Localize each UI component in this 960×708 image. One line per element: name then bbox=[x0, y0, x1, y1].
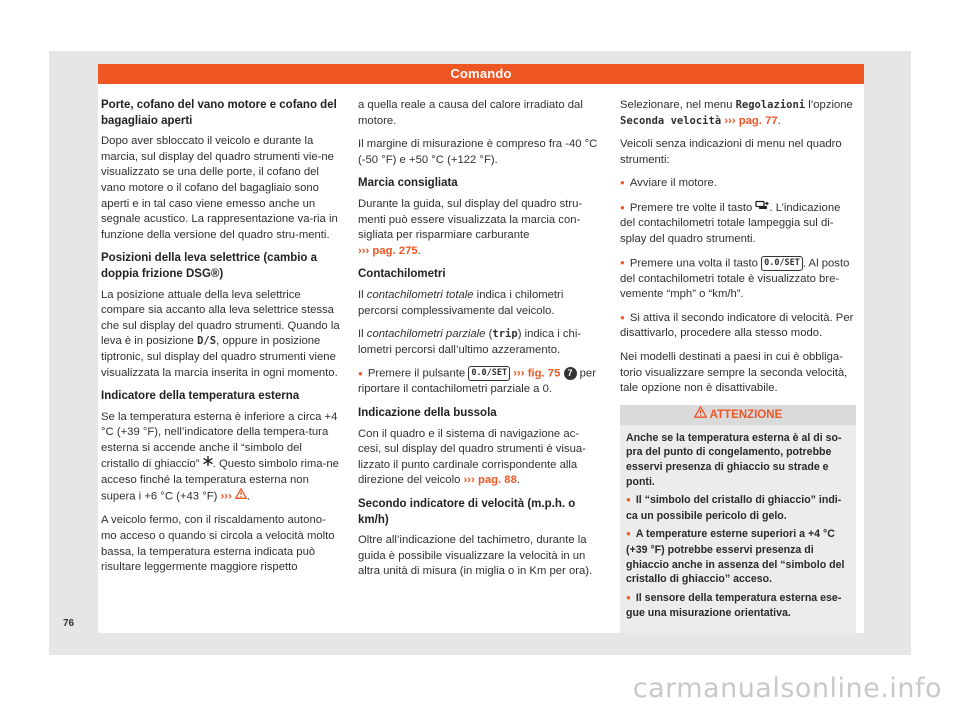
column-3 bbox=[620, 98, 856, 633]
warning-bullet-1: ● Il “simbolo del cristallo di ghiaccio” indi-ca un possibile pericolo di gelo. bbox=[626, 493, 850, 523]
heading-compass: Indicazione della bussola bbox=[358, 406, 497, 419]
warning-icon bbox=[694, 405, 707, 425]
trip-code: trip bbox=[492, 328, 518, 341]
column-1 bbox=[101, 98, 341, 584]
gear-page-ref[interactable]: ››› pag. 275 bbox=[358, 244, 418, 257]
heading-lever: Posizioni della leva selettrice (cambio a doppia frizione DSG®) bbox=[101, 252, 318, 280]
heading-doors: Porte, cofano del vano motore e cofano del bagagliaio aperti bbox=[101, 99, 337, 127]
warning-paragraph: Anche se la temperatura esterna è al di so-pra del punto di congelamento, potrebbe esservi presenza di ghiaccio su strade e ponti. bbox=[626, 431, 842, 488]
paragraph-stopped: A veicolo fermo, con il riscaldamento autono-mo acceso o quando si circola a velocità molto bassa, la temperatura esterna indicata può risultare leggermente maggiore rispetto bbox=[101, 514, 335, 574]
paragraph-trip: Il contachilometri parziale (trip) indica i chi-lometri percorsi dall’ultimo azzeramento. bbox=[358, 328, 582, 356]
paragraph-models: Nei modelli destinati a paesi in cui è obbliga-torio visualizzare sempre la seconda velocità, tale opzione non è disattivabile. bbox=[620, 350, 848, 395]
callout-number: 7 bbox=[564, 367, 577, 380]
page-number: 76 bbox=[63, 618, 75, 629]
bullet-start-engine: ● Avviare il motore. bbox=[620, 176, 856, 192]
warning-bullet-2: ● A temperature esterne superiori a +4 °C (+39 °F) potrebbe esservi presenza di ghiaccio anche in assenza del “simbolo del cristallo di ghiaccio” acceso. bbox=[626, 527, 850, 586]
heading-gear: Marcia consigliata bbox=[358, 177, 458, 190]
warning-title: ATTENZIONE bbox=[709, 408, 783, 421]
watermark: carmanualsonline.info bbox=[632, 673, 942, 704]
snowflake-icon bbox=[203, 456, 213, 472]
page-header bbox=[98, 64, 864, 84]
warning-box bbox=[620, 405, 856, 633]
fig-ref[interactable]: ››› fig. 75 bbox=[513, 367, 561, 380]
warning-body bbox=[620, 425, 856, 633]
bullet-reset-trip: ● Premere il pulsante 0.0/SET ››› fig. 75 7 per riportare il contachilometri parziale a 0. bbox=[358, 366, 602, 398]
paragraph-second-speed: Oltre all’indicazione del tachimetro, durante la guida è possibile visualizzare la velocità in un altra unità di misura (in miglia o in Km per ora). bbox=[358, 534, 593, 578]
menu-toggle-icon bbox=[755, 200, 769, 216]
header-title: Comando bbox=[450, 66, 512, 81]
warning-bullet-3: ● Il sensore della temperatura esterna ese-gue una misurazione orientativa. bbox=[626, 591, 850, 621]
reset-set-key: 0.0/SET bbox=[468, 366, 510, 381]
paragraph-odometer: Il contachilometri totale indica i chilometri percorsi complessivamente dal veicolo. bbox=[358, 288, 564, 317]
paragraph-temperature: Se la temperatura esterna è inferiore a circa +4 °C (+39 °F), nell’indicatore della tempera-tura esterna si accende anche il “simbolo del cristallo di ghiaccio” . Questo simbolo rima-ne acceso finché la temperatura esterna non supera i +6 °C (+43 °F) ››› . bbox=[101, 410, 341, 506]
heading-second-speed: Secondo indicatore di velocità (m.p.h. o km/h) bbox=[358, 497, 576, 526]
paragraph-range: Il margine di misurazione è compreso fra -40 °C (-50 °F) e +50 °C (+122 °F). bbox=[358, 138, 598, 166]
menu-code-settings: Regolazioni bbox=[735, 99, 806, 111]
bullet-second-indicator: ● Si attiva il secondo indicatore di velocità. Per disattivarlo, procedere alla stesso modo. bbox=[620, 311, 856, 342]
warning-triangle-icon bbox=[235, 488, 247, 505]
warning-header bbox=[620, 405, 856, 425]
paragraph-menu: Selezionare, nel menu Regolazioni l’opzione Seconda velocità ››› pag. 77. bbox=[620, 99, 853, 127]
heading-odometer: Contachilometri bbox=[358, 268, 446, 281]
menu-code-second-speed: Seconda velocità bbox=[620, 114, 722, 127]
compass-page-ref[interactable]: ››› pag. 88 bbox=[463, 474, 517, 487]
paragraph-compass: Con il quadro e il sistema di navigazione ac-cesi, sul display del quadro strumenti è visua-lizzato il punto cardinale corrispondente alla direzione del veicolo ››› pag. 88. bbox=[358, 427, 586, 487]
column-2 bbox=[358, 98, 602, 588]
set-key: 0.0/SET bbox=[761, 256, 803, 271]
temp-warning-ref[interactable]: ››› bbox=[220, 490, 232, 503]
paragraph-lever: La posizione attuale della leva selettrice compare sia accanto alla leva selettrice stessa che sul display del quadro strumenti. Quando la leva è in posizione D/S, oppure in posizione tiptronic, sul display del quadro strumenti viene visualizzata la marcia inserita in ogni momento. bbox=[101, 288, 340, 379]
gear-ds-label: D/S bbox=[197, 335, 217, 348]
paragraph-no-menu: Veicoli senza indicazioni di menu nel quadro strumenti: bbox=[620, 138, 842, 166]
heading-temperature: Indicatore della temperatura esterna bbox=[101, 390, 300, 403]
paragraph-doors: Dopo aver sbloccato il veicolo e durante la marcia, sul display del quadro strumenti vie-ne visualizzato se una delle porte, il cofano del vano motore o il cofano del bagagliaio sono aperti e in tal caso viene emesso anche un segnale acustico. La rappresentazione va-ria in funzione della versione del quadro stru-menti. bbox=[101, 135, 338, 241]
bullet-press-three: ● Premere tre volte il tasto . L’indicazione del contachilometri totale lampeggia sul di-splay del quadro strumenti. bbox=[620, 200, 856, 248]
menu-page-ref[interactable]: ››› pag. 77 bbox=[724, 114, 778, 127]
bullet-press-once: ● Premere una volta il tasto 0.0/SET . Al posto del contachilometri totale è visualizzato bre-vemente “mph” o “km/h”. bbox=[620, 256, 856, 303]
paragraph-gear: Durante la guida, sul display del quadro stru-menti può essere visualizzata la marcia con-sigliata per risparmiare carburante ››› pag. 275. bbox=[358, 197, 583, 257]
paragraph-continued: a quella reale a causa del calore irradiato dal motore. bbox=[358, 99, 583, 127]
